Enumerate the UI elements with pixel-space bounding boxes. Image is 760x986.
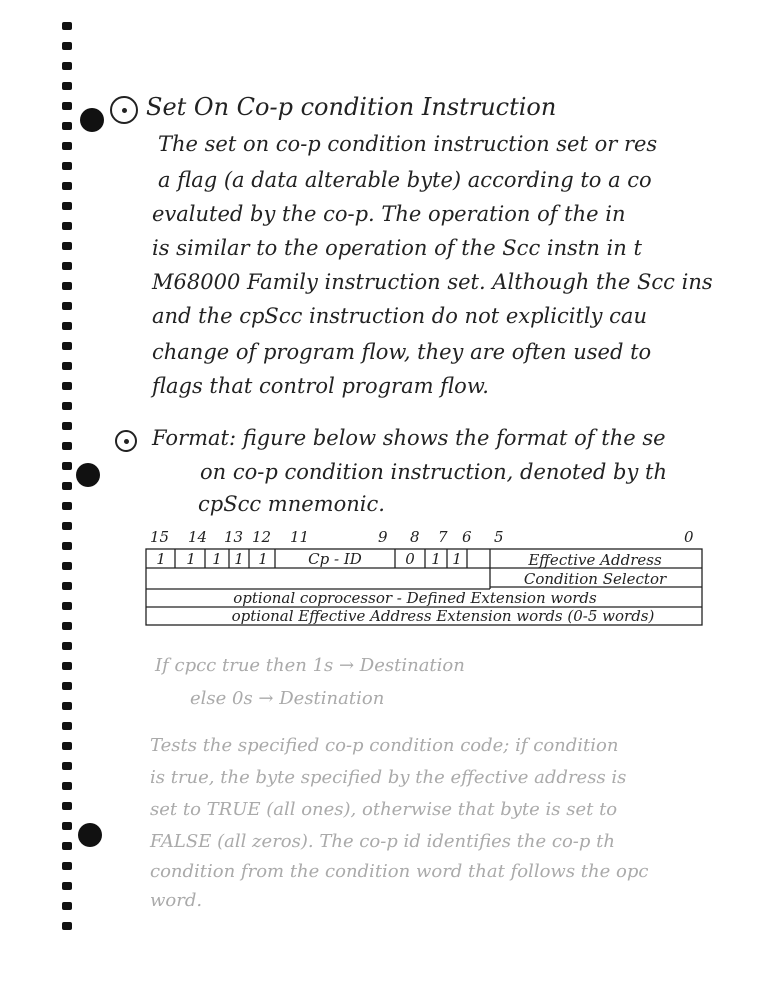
cp-id-field: Cp - ID xyxy=(308,550,362,568)
spiral-notch xyxy=(62,662,72,670)
spiral-notch xyxy=(62,82,72,90)
description-line: M68000 Family instruction set. Although the Scc ins xyxy=(152,270,713,294)
bit-number: 9 xyxy=(378,528,388,546)
bullet-icon xyxy=(115,430,137,452)
spiral-notch xyxy=(62,322,72,330)
description-line: change of program flow, they are often used to xyxy=(152,340,652,364)
spiral-notch xyxy=(62,42,72,50)
faint-text-line: If cpcc true then 1s → Destination xyxy=(155,655,465,676)
spiral-notch xyxy=(62,502,72,510)
bit-cell: 1 xyxy=(258,550,268,568)
spiral-notch xyxy=(62,582,72,590)
description-line: flags that control program flow. xyxy=(152,374,489,398)
bit-cell: 1 xyxy=(156,550,166,568)
spiral-notch xyxy=(62,242,72,250)
bit-number: 6 xyxy=(462,528,472,546)
spiral-notch xyxy=(62,602,72,610)
spiral-notch xyxy=(62,742,72,750)
double-bullet-icon xyxy=(110,96,138,124)
bit-number: 14 xyxy=(188,528,208,546)
spiral-notch xyxy=(62,62,72,70)
bit-cell: 0 xyxy=(405,550,415,568)
spiral-notch xyxy=(62,302,72,310)
description-line: and the cpScc instruction do not explicitly cau xyxy=(152,304,647,328)
spiral-notch xyxy=(62,642,72,650)
spiral-notch xyxy=(62,202,72,210)
spiral-notch xyxy=(62,22,72,30)
bit-number: 15 xyxy=(150,528,170,546)
coprocessor-extension-row: optional coprocessor - Defined Extension words xyxy=(233,589,597,607)
condition-selector-field: Condition Selector xyxy=(523,570,667,588)
spiral-notch xyxy=(62,362,72,370)
spiral-notch xyxy=(62,842,72,850)
spiral-notch xyxy=(62,762,72,770)
faint-text-line: condition from the condition word that follows the opc xyxy=(150,861,649,882)
bit-cell: 1 xyxy=(431,550,441,568)
spiral-notch xyxy=(62,522,72,530)
bit-number: 5 xyxy=(494,528,504,546)
bit-number: 11 xyxy=(290,528,310,546)
bit-cell: 1 xyxy=(234,550,244,568)
binding-hole xyxy=(76,463,100,487)
bit-number: 12 xyxy=(252,528,272,546)
bit-cell: 1 xyxy=(452,550,462,568)
spiral-notch xyxy=(62,862,72,870)
spiral-notch xyxy=(62,902,72,910)
spiral-notch xyxy=(62,142,72,150)
spiral-notch xyxy=(62,462,72,470)
spiral-notch xyxy=(62,822,72,830)
section-heading: Set On Co-p condition Instruction xyxy=(146,93,557,121)
effective-address-field: Effective Address xyxy=(528,551,662,569)
spiral-notch xyxy=(62,882,72,890)
spiral-notch xyxy=(62,682,72,690)
bit-number: 13 xyxy=(224,528,244,546)
bit-number: 0 xyxy=(684,528,694,546)
spiral-notch xyxy=(62,922,72,930)
spiral-notch xyxy=(62,402,72,410)
faint-text-line: word. xyxy=(150,890,203,911)
binding-hole xyxy=(80,108,104,132)
spiral-notch xyxy=(62,542,72,550)
spiral-notch xyxy=(62,182,72,190)
description-line: The set on co-p condition instruction set or res xyxy=(158,132,658,156)
spiral-notch xyxy=(62,122,72,130)
description-line: is similar to the operation of the Scc instn in t xyxy=(152,236,642,260)
description-line: evaluted by the co-p. The operation of the in xyxy=(152,202,626,226)
spiral-notch xyxy=(62,802,72,810)
spiral-notch xyxy=(62,102,72,110)
spiral-notch xyxy=(62,702,72,710)
faint-text-line: set to TRUE (all ones), otherwise that byte is set to xyxy=(150,799,618,820)
format-line: Format: figure below shows the format of the se xyxy=(152,426,666,450)
faint-text-line: is true, the byte specified by the effective address is xyxy=(150,767,627,788)
spiral-notch xyxy=(62,442,72,450)
effective-address-extension-row: optional Effective Address Extension words (0-5 words) xyxy=(231,607,655,625)
spiral-notch xyxy=(62,562,72,570)
spiral-notch xyxy=(62,382,72,390)
instruction-format-table xyxy=(145,548,703,626)
spiral-notch xyxy=(62,722,72,730)
spiral-notch xyxy=(62,782,72,790)
spiral-notch xyxy=(62,622,72,630)
bit-number: 7 xyxy=(438,528,448,546)
bit-cell: 1 xyxy=(212,550,222,568)
description-line: a flag (a data alterable byte) according to a co xyxy=(158,168,652,192)
bit-number: 8 xyxy=(410,528,420,546)
spiral-notch xyxy=(62,262,72,270)
faint-text-line: else 0s → Destination xyxy=(190,688,385,709)
spiral-notch xyxy=(62,482,72,490)
spiral-notch xyxy=(62,162,72,170)
spiral-notch xyxy=(62,422,72,430)
faint-text-line: FALSE (all zeros). The co-p id identifies the co-p th xyxy=(150,831,615,852)
format-line: on co-p condition instruction, denoted by th xyxy=(200,460,667,484)
bit-cell: 1 xyxy=(186,550,196,568)
spiral-notch xyxy=(62,222,72,230)
spiral-notch xyxy=(62,282,72,290)
format-line: cpScc mnemonic. xyxy=(198,492,385,516)
faint-text-line: Tests the specified co-p condition code; if condition xyxy=(150,735,619,756)
binding-hole xyxy=(78,823,102,847)
spiral-notch xyxy=(62,342,72,350)
